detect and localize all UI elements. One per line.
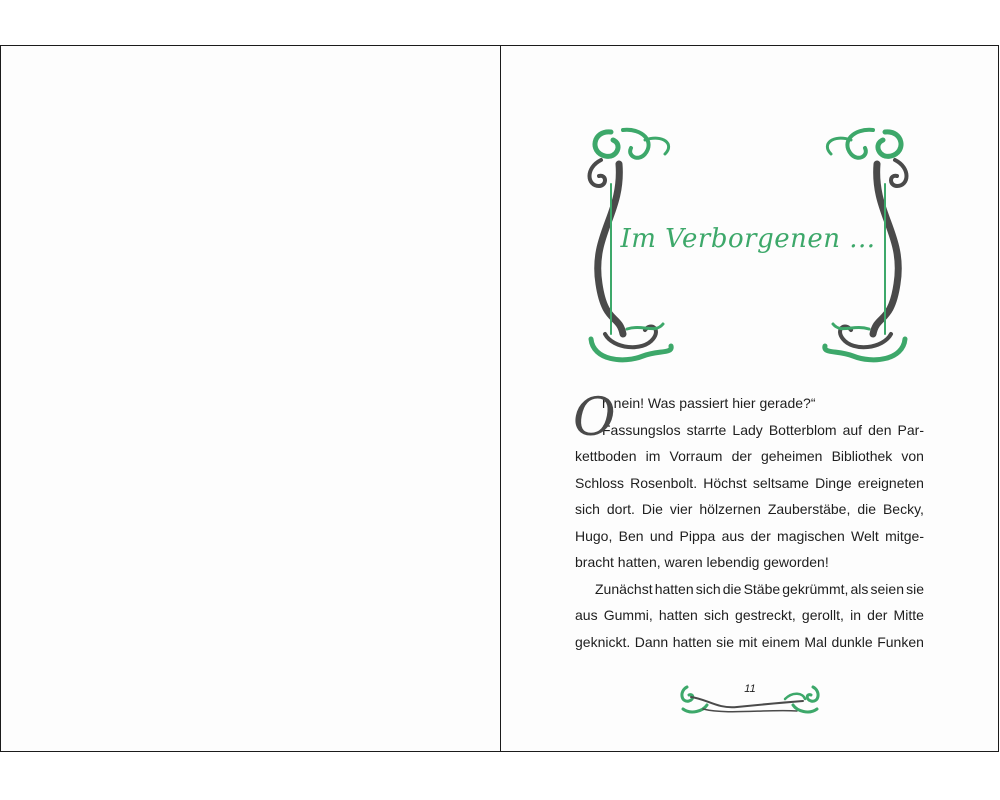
text-line: Zunächst hatten sich die Stäbe gekrümmt, als seien sie <box>595 580 924 597</box>
right-page <box>501 46 998 751</box>
text-line: Hugo, Ben und Pippa aus der magischen Welt mitge- <box>575 527 924 544</box>
text-line: Fassungslos starrte Lady Botterblom auf den Par- <box>602 421 924 438</box>
page-number: 11 <box>744 683 756 695</box>
left-page <box>1 46 501 751</box>
chapter-frame <box>583 124 913 369</box>
text-line: bracht hatten, waren lebendig geworden! <box>575 554 829 570</box>
text-line: Schloss Rosenbolt. Höchst seltsame Dinge ereigneten <box>575 474 924 491</box>
book-spread <box>0 45 999 752</box>
text-line: kettboden im Vorraum der geheimen Bibliothek von <box>575 448 924 464</box>
text-line: h nein! Was passiert hier gerade?“ <box>602 395 816 411</box>
text-line: aus Gummi, hatten sich gestreckt, gerollt, in der Mitte <box>575 607 924 623</box>
drop-cap: O <box>573 388 616 448</box>
chapter-title: Im Verborgenen ... <box>620 224 876 254</box>
folio <box>677 679 823 719</box>
text-line: sich dort. Die vier hölzernen Zauberstäbe, die Becky, <box>575 501 924 517</box>
text-line: geknickt. Dann hatten sie mit einem Mal dunkle Funken <box>575 633 924 650</box>
body-text <box>575 390 924 655</box>
